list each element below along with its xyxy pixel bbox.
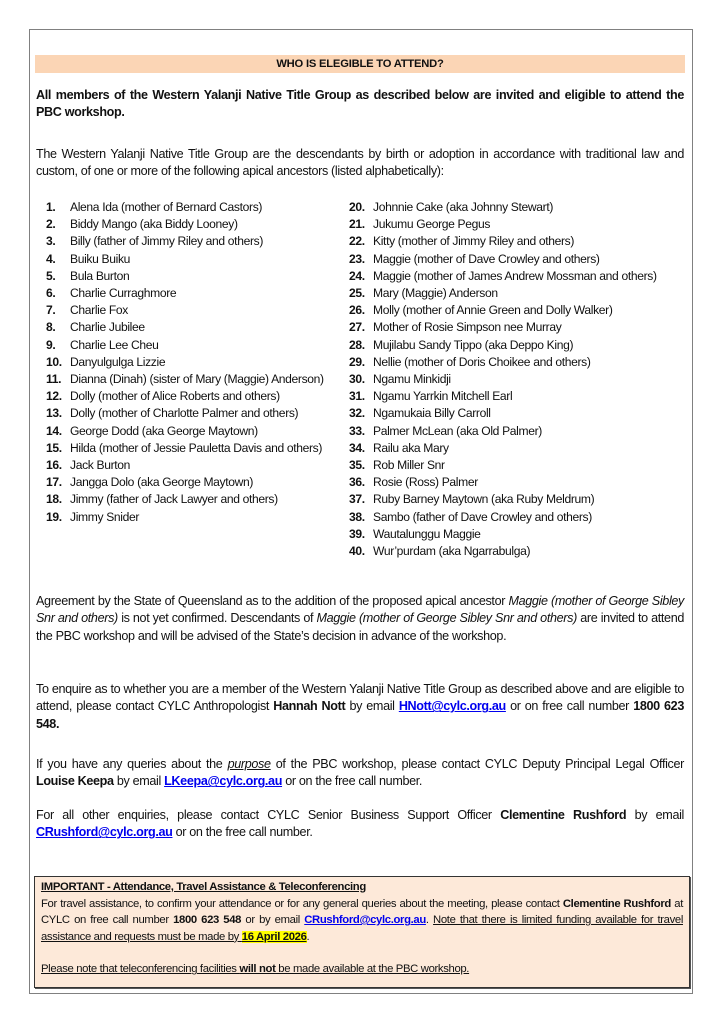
ancestor-name: Danyulgulga Lizzie — [70, 354, 166, 369]
item-number: 17. — [46, 475, 62, 490]
text: by email — [113, 774, 165, 789]
item-number: 33. — [349, 423, 365, 438]
item-number: 8. — [46, 320, 56, 335]
ancestor-list-item — [349, 251, 684, 268]
item-number: 29. — [349, 354, 365, 369]
agreement-paragraph — [36, 593, 684, 645]
ancestor-name: Bula Burton — [70, 268, 130, 283]
text: . — [425, 914, 434, 927]
ancestor-name: Railu aka Mary — [373, 440, 449, 455]
text: or on the free call number. — [172, 825, 313, 840]
ancestor-name: Maggie (mother of Dave Crowley and others) — [373, 251, 600, 266]
section-heading: WHO IS ELEGIBLE TO ATTEND? — [35, 55, 685, 73]
ancestor-name: Dolly (mother of Alice Roberts and others) — [70, 389, 280, 404]
ancestor-name: Rob Miller Snr — [373, 458, 445, 473]
ancestor-name: Ruby Barney Maytown (aka Ruby Meldrum) — [373, 492, 595, 507]
item-number: 35. — [349, 458, 365, 473]
ancestor-list-item — [349, 216, 684, 233]
phone-number: 1800 623 548. — [36, 699, 684, 731]
email-link-crushford-important[interactable]: CRushford@cylc.org.au — [304, 914, 426, 927]
ancestor-name: Biddy Mango (aka Biddy Looney) — [70, 217, 238, 232]
enquire-paragraph — [36, 681, 684, 733]
ancestor-name: Maggie (mother of George Sibley Snr and others) — [316, 611, 577, 626]
text: are invited to attend the PBC workshop and will be advised of the State’s decision in advance of the workshop. — [36, 611, 685, 643]
ancestor-name: Molly (mother of Annie Green and Dolly Walker) — [373, 303, 613, 318]
intro-bold: All members of the Western Yalanji Native Title Group as described below are invited and eligible to attend the PBC workshop. — [36, 88, 684, 120]
important-notice-box — [34, 876, 690, 988]
text: For all other enquiries, please contact CYLC Senior Business Support Officer — [36, 808, 501, 822]
item-number: 13. — [46, 406, 62, 421]
ancestor-name: Dolly (mother of Charlotte Palmer and others) — [70, 406, 299, 421]
item-number: 14. — [46, 423, 62, 438]
ancestor-list-item — [46, 474, 338, 491]
item-number: 22. — [349, 234, 365, 249]
text: Note that there is limited funding available for travel assistance and requests must be made by — [41, 914, 683, 943]
ancestor-name: Wautalunggu Maggie — [373, 526, 481, 541]
item-number: 27. — [349, 320, 365, 335]
ancestor-list-item — [349, 509, 684, 526]
item-number: 7. — [46, 303, 56, 318]
text: by email — [626, 808, 684, 822]
ancestor-list-item — [349, 285, 684, 302]
ancestor-name: Maggie (mother of George Sibley Snr and others) — [36, 594, 684, 626]
text: . — [306, 930, 310, 943]
ancestor-list-item — [349, 371, 684, 388]
text: is not yet confirmed. Descendants of — [117, 611, 317, 626]
ancestor-list-item — [46, 354, 338, 371]
ancestor-list-item — [349, 457, 684, 474]
phone-number: 1800 623 548 — [173, 914, 242, 927]
ancestor-list-item — [349, 405, 684, 422]
item-number: 4. — [46, 251, 56, 266]
ancestor-name: Hilda (mother of Jessie Pauletta Davis and others) — [70, 440, 323, 455]
ancestor-name: Jangga Dolo (aka George Maytown) — [70, 475, 254, 490]
ancestor-list-item — [46, 302, 338, 319]
ancestor-list-item — [46, 319, 338, 336]
text: To enquire as to whether you are a member of the Western Yalanji Native Title Group as described above and are eligible to attend, please contact CYLC Anthropologist — [36, 682, 684, 714]
text: If you have any queries about the — [36, 757, 228, 771]
ancestor-list-item — [349, 302, 684, 319]
ancestor-name: Charlie Curraghmore — [70, 286, 177, 301]
ancestor-name: Jack Burton — [70, 458, 131, 473]
ancestor-list-item — [46, 371, 338, 388]
item-number: 6. — [46, 286, 56, 301]
ancestor-name: Alena Ida (mother of Bernard Castors) — [70, 200, 263, 214]
text: For travel assistance, to confirm your attendance or for any general queries about the meeting, please contact — [41, 897, 563, 910]
item-number: 25. — [349, 286, 365, 301]
contact-name: Clementine Rushford — [562, 897, 671, 910]
item-number: 36. — [349, 475, 365, 490]
ancestor-name: Wur’purdam (aka Ngarrabulga) — [373, 544, 531, 559]
ancestor-name: Mujilabu Sandy Tippo (aka Deppo King) — [373, 337, 574, 352]
ancestor-list-item — [349, 233, 684, 250]
item-number: 38. — [349, 509, 365, 524]
purpose-paragraph — [36, 756, 684, 791]
email-link-crushford[interactable]: CRushford@cylc.org.au — [36, 825, 173, 840]
ancestor-name: Billy (father of Jimmy Riley and others) — [70, 234, 263, 249]
item-number: 2. — [46, 217, 56, 232]
item-number: 40. — [349, 544, 365, 559]
item-number: 39. — [349, 526, 365, 541]
text: at CYLC on free call number — [41, 897, 683, 927]
ancestor-list-item — [349, 199, 684, 216]
email-link-hnott[interactable]: HNott@cylc.org.au — [398, 699, 506, 714]
ancestor-name: Charlie Jubilee — [70, 320, 145, 335]
text: by email — [345, 699, 399, 714]
item-number: 9. — [46, 337, 56, 352]
ancestor-list-item — [46, 405, 338, 422]
ancestor-list-item — [349, 268, 684, 285]
ancestor-name: Charlie Fox — [70, 303, 128, 318]
ancestor-list-item — [349, 319, 684, 336]
important-heading: IMPORTANT - Attendance, Travel Assistance & Teleconferencing — [41, 881, 366, 893]
ancestor-list-left — [46, 199, 338, 526]
ancestor-name: Dianna (Dinah) (sister of Mary (Maggie) Anderson) — [70, 372, 324, 387]
ancestor-name: Ngamukaia Billy Carroll — [373, 406, 491, 421]
ancestor-list-item — [46, 268, 338, 285]
ancestor-list-item — [46, 440, 338, 457]
ancestor-name: Sambo (father of Dave Crowley and others) — [373, 509, 592, 524]
ancestor-list-item — [349, 423, 684, 440]
item-number: 28. — [349, 337, 365, 352]
item-number: 15. — [46, 440, 62, 455]
emphasis: purpose — [227, 757, 271, 771]
text: or on free call number — [505, 699, 634, 714]
item-number: 32. — [349, 406, 365, 421]
ancestor-list-item — [349, 543, 684, 560]
ancestor-name: Johnnie Cake (aka Johnny Stewart) — [373, 200, 554, 214]
text: Agreement by the State of Queensland as to the addition of the proposed apical ancestor — [36, 594, 509, 608]
item-number: 19. — [46, 509, 62, 524]
ancestor-list-item — [46, 509, 338, 526]
ancestor-list-right — [349, 199, 684, 560]
ancestor-list-item — [46, 491, 338, 508]
ancestor-list-item — [46, 457, 338, 474]
item-number: 23. — [349, 251, 365, 266]
ancestor-list-item — [349, 440, 684, 457]
item-number: 31. — [349, 389, 365, 404]
contact-name: Clementine Rushford — [500, 808, 627, 822]
text: of the PBC workshop, please contact CYLC Deputy Principal Legal Officer — [270, 757, 684, 771]
ancestor-list-item — [349, 354, 684, 371]
important-body — [41, 896, 683, 946]
ancestor-name: Mother of Rosie Simpson nee Murray — [373, 320, 562, 335]
ancestor-name: Buiku Buiku — [70, 251, 131, 266]
item-number: 10. — [46, 354, 62, 369]
item-number: 18. — [46, 492, 62, 507]
ancestor-list-item — [46, 285, 338, 302]
text: be made available at the PBC workshop. — [275, 963, 470, 976]
contact-name: Hannah Nott — [273, 699, 346, 714]
text: or on the free call number. — [282, 774, 423, 789]
item-number: 30. — [349, 372, 365, 387]
ancestor-list-item — [349, 491, 684, 508]
email-link-lkeepa[interactable]: LKeepa@cylc.org.au — [164, 774, 283, 789]
ancestor-name: Rosie (Ross) Palmer — [373, 475, 478, 490]
emphasis: will not — [239, 963, 276, 976]
ancestor-name: Ngamu Yarrkin Mitchell Earl — [373, 389, 513, 404]
ancestor-list-item — [46, 337, 338, 354]
ancestor-name: Ngamu Minkidji — [373, 372, 451, 387]
item-number: 26. — [349, 303, 365, 318]
ancestor-name: Mary (Maggie) Anderson — [373, 286, 498, 301]
intro-text: The Western Yalanji Native Title Group are the descendants by birth or adoption in accordance with traditional law and custom, of one or more of the following apical ancestors (listed alphabetically): — [36, 147, 684, 179]
ancestor-list-item — [349, 526, 684, 543]
ancestor-list-item — [46, 233, 338, 250]
ancestor-name: Charlie Lee Cheu — [70, 337, 159, 352]
ancestor-name: George Dodd (aka George Maytown) — [70, 423, 258, 438]
ancestor-list-item — [349, 474, 684, 491]
ancestor-name: Jukumu George Pegus — [373, 217, 491, 232]
ancestor-name: Nellie (mother of Doris Choikee and others) — [373, 354, 591, 369]
item-number: 16. — [46, 458, 62, 473]
ancestor-list-item — [46, 216, 338, 233]
item-number: 12. — [46, 389, 62, 404]
item-number: 37. — [349, 492, 365, 507]
ancestor-list-item — [349, 388, 684, 405]
item-number: 21. — [349, 217, 365, 232]
ancestor-list-item — [46, 423, 338, 440]
ancestor-list-item — [349, 337, 684, 354]
text: Please note that teleconferencing facilities — [41, 963, 240, 976]
ancestor-name: Maggie (mother of James Andrew Mossman and others) — [373, 268, 657, 283]
ancestor-list-item — [46, 388, 338, 405]
text: or by email — [241, 914, 305, 927]
item-number: 20. — [349, 200, 365, 214]
teleconference-note — [41, 961, 683, 978]
other-enquiries-paragraph — [36, 807, 684, 842]
item-number: 1. — [46, 200, 56, 214]
ancestor-name: Kitty (mother of Jimmy Riley and others) — [373, 234, 575, 249]
ancestor-name: Palmer McLean (aka Old Palmer) — [373, 423, 542, 438]
ancestor-name: Jimmy Snider — [70, 509, 140, 524]
item-number: 3. — [46, 234, 56, 249]
ancestor-list-item — [46, 199, 338, 216]
ancestor-name: Jimmy (father of Jack Lawyer and others) — [70, 492, 278, 507]
contact-name: Louise Keepa — [36, 774, 114, 789]
item-number: 5. — [46, 268, 56, 283]
deadline-date: 16 April 2026 — [241, 930, 307, 943]
item-number: 34. — [349, 440, 365, 455]
item-number: 24. — [349, 268, 365, 283]
ancestor-list-item — [46, 251, 338, 268]
item-number: 11. — [46, 372, 62, 387]
